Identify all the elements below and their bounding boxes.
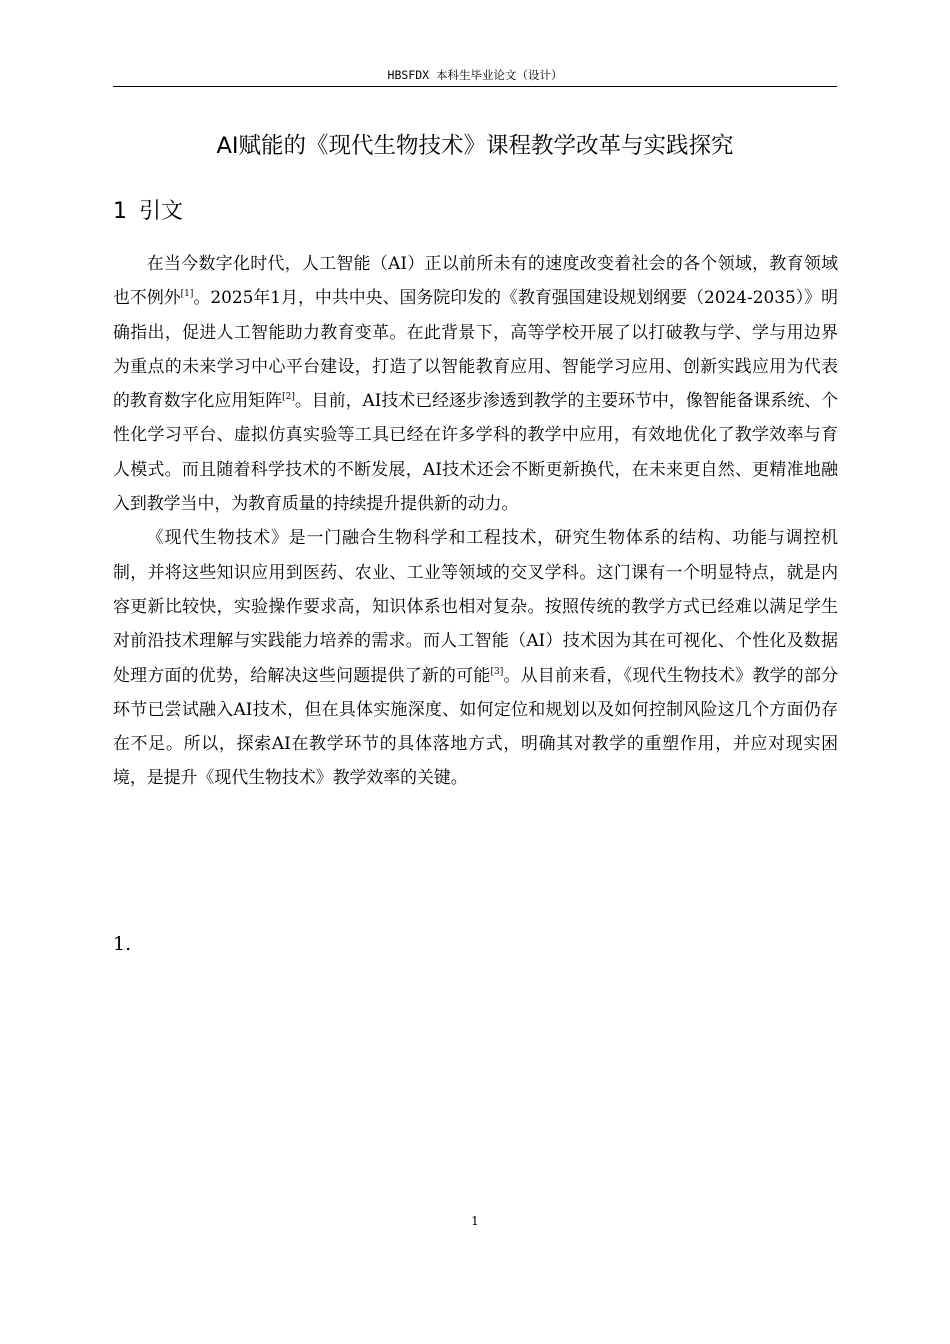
running-header: HBSFDX 本科生毕业论文（设计） — [113, 66, 837, 87]
paragraph-1-text-2: 。2025年1月，中共中央、国务院印发的《教育强国建设规划纲要（2024-2035）》明确指出，促进人工智能助力教育变革。在此背景下，高等学校开展了以打破教与学、学与用边界为重点的未来学习中心平台建设，打造了以智能教育应用、智能学习应用、创新实践应用为代表的教育数字化应用矩阵 — [113, 287, 838, 411]
paragraph-2-text-1: 《现代生物技术》是一门融合生物科学和工程技术，研究生物体系的结构、功能与调控机制，并将这些知识应用到医药、农业、工业等领域的交叉学科。这门课有一个明显特点，就是内容更新比较快，实验操作要求高，知识体系也相对复杂。按照传统的教学方式已经难以满足学生对前沿技术理解与实践能力培养的需求。而人工智能（AI）技术因为其在可视化、个性化及数据处理方面的优势，给解决这些问题提供了新的可能 — [113, 527, 838, 685]
page-number: 1 — [471, 1214, 479, 1228]
paragraph-2 — [113, 520, 838, 794]
section-number: 1 — [113, 199, 127, 224]
document-title: AI赋能的《现代生物技术》课程教学改革与实践探究 — [216, 133, 734, 159]
body-text — [113, 246, 838, 795]
citation-ref-2: [2] — [282, 392, 295, 403]
paragraph-1-text-3: 。目前，AI技术已经逐步渗透到教学的主要环节中，像智能备课系统、个性化学习平台、虚拟仿真实验等工具已经在许多学科的教学中应用，有效地优化了教学效率与育人模式。而且随着科学技术的不断发展，AI技术还会不断更新换代，在未来更自然、更精准地融入到教学当中，为教育质量的持续提升提供新的动力。 — [113, 390, 839, 514]
citation-ref-1: [1] — [180, 289, 194, 300]
section-heading — [113, 196, 183, 228]
section-title: 引文 — [139, 199, 184, 224]
paragraph-1-text-1: 在当今数字化时代，人工智能（AI）正以前所未有的速度改变着社会的各个领域，教育领域也不例外 — [113, 253, 838, 308]
paragraph-2-text-2: 。从目前来看，《现代生物技术》教学的部分环节已尝试融入AI技术，但在具体实施深度、如何定位和规划以及如何控制风险这几个方面仍存在不足。所以，探索AI在教学环节的具体落地方式，明确其对教学的重塑作用，并应对现实困境，是提升《现代生物技术》教学效率的关键。 — [113, 664, 838, 788]
citation-ref-3: [3] — [490, 666, 504, 677]
paragraph-1 — [113, 246, 838, 520]
subsection-heading: 1. — [113, 933, 132, 955]
